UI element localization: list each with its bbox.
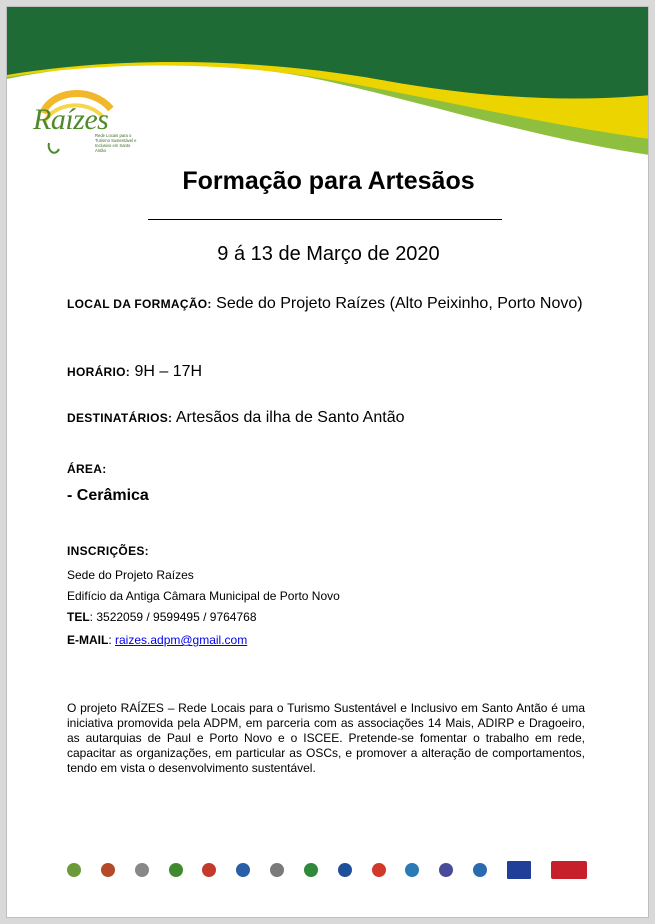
iscee-logo (270, 863, 284, 877)
ministerio-agricultura-logo (439, 863, 453, 877)
area-field (67, 458, 107, 480)
title-divider (148, 219, 502, 220)
partner-logo-11 (405, 863, 419, 877)
ualg-logo-mark (473, 863, 487, 877)
eu-flag-logo-mark (507, 861, 531, 879)
telephone-line (67, 610, 257, 624)
email-separator: : (108, 633, 115, 647)
horario-label: HORÁRIO: (67, 365, 131, 379)
iefp-logo-mark (372, 863, 386, 877)
tel-value: : 3522059 / 9599495 / 9764768 (89, 610, 257, 624)
ualg-logo (473, 863, 487, 877)
event-dates: 9 á 13 de Março de 2020 (217, 243, 440, 265)
partner-logo-9-mark (338, 863, 352, 877)
area-label: ÁREA: (67, 462, 107, 476)
adirp-logo (135, 863, 149, 877)
raizes-logo (29, 83, 141, 167)
camoes-logo-mark (551, 861, 587, 879)
partner-logo-6-mark (236, 863, 250, 877)
tel-label: TEL (67, 610, 90, 624)
document-page (6, 6, 649, 918)
horario-field (67, 361, 202, 383)
partner-logo-8 (304, 863, 318, 877)
partner-logo-2-mark (101, 863, 115, 877)
adpm-logo (67, 863, 81, 877)
partner-logo-4-mark (169, 863, 183, 877)
adirp-logo-mark (135, 863, 149, 877)
partner-logo-2 (101, 863, 115, 877)
inscricoes-line-1: Sede do Projeto Raízes (67, 568, 194, 582)
partner-logo-5 (202, 863, 216, 877)
partner-logo-9 (338, 863, 352, 877)
iefp-logo (372, 863, 386, 877)
destinatarios-value: Artesãos da ilha de Santo Antão (175, 409, 405, 426)
local-field (67, 293, 597, 315)
partner-logo-4 (169, 863, 183, 877)
partner-logos-strip (67, 853, 587, 887)
email-line (67, 633, 247, 647)
inscricoes-line-2: Edifício da Antiga Câmara Municipal de Porto Novo (67, 589, 340, 603)
destinatarios-field (67, 407, 404, 429)
adpm-logo-mark (67, 863, 81, 877)
partner-logo-5-mark (202, 863, 216, 877)
partner-logo-11-mark (405, 863, 419, 877)
destinatarios-label: DESTINATÁRIOS: (67, 411, 173, 425)
project-description: O projeto RAÍZES – Rede Locais para o Turismo Sustentável e Inclusivo em Santo Antão é uma iniciativa promovida pela ADPM, em parceria com as associações 14 Mais, ADIRP e Dragoeiro, as autarquias de Paul e Porto Novo e o ISCEE. Pretende-se fomentar o trabalho em rede, capacitar as organizações, em particular as OSCs, e promover a alteração de comportamentos, tendo em vista o desenvolvimento sustentável. (67, 701, 585, 775)
inscricoes-label: INSCRIÇÕES: (67, 544, 149, 558)
partner-logo-8-mark (304, 863, 318, 877)
page-title: Formação para Artesãos (182, 167, 475, 195)
ministerio-agricultura-logo-mark (439, 863, 453, 877)
partner-logo-6 (236, 863, 250, 877)
email-link[interactable]: raizes.adpm@gmail.com (115, 633, 248, 647)
logo-tagline: Rede Locais para o Turismo Sustentável e Inclusivo em Santo Antão (95, 133, 137, 153)
iscee-logo-mark (270, 863, 284, 877)
email-label: E-MAIL (67, 633, 109, 647)
area-value: - Cerâmica (67, 487, 149, 504)
camoes-logo (551, 861, 587, 879)
logo-wordmark: Raízes (33, 103, 109, 136)
local-value: Sede do Projeto Raízes (Alto Peixinho, Porto Novo) (216, 295, 583, 312)
local-label: LOCAL DA FORMAÇÃO: (67, 297, 212, 311)
horario-value: 9H – 17H (134, 363, 203, 380)
eu-flag-logo (507, 861, 531, 879)
inscricoes-field (67, 540, 149, 562)
